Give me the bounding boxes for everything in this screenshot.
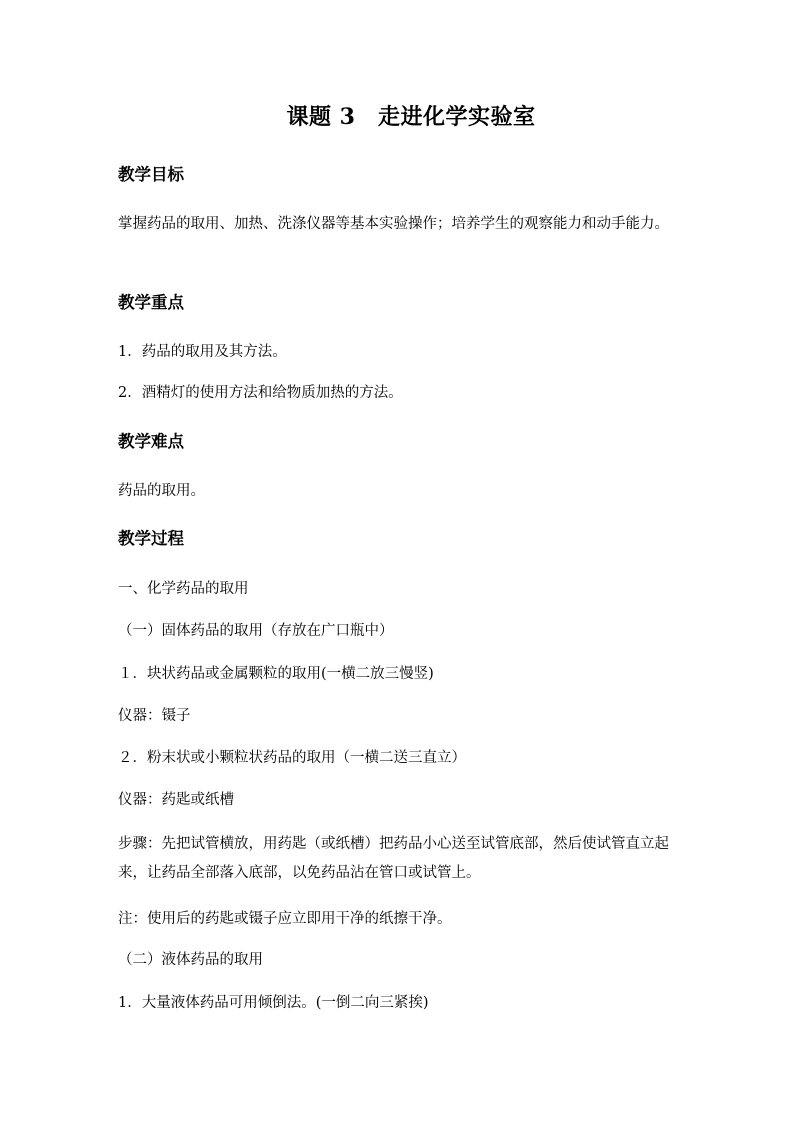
- process-item2-tool: 仪器：药匙或纸槽: [118, 792, 234, 808]
- process-item1-tool: 仪器：镊子: [118, 708, 191, 724]
- document-title: 课题 3 走进化学实验室: [286, 104, 536, 130]
- difficulty-heading: 教学难点: [118, 432, 184, 451]
- process-sub2: （二）液体药品的取用: [118, 952, 263, 968]
- keypoint-2: 2．酒精灯的使用方法和给物质加热的方法。: [118, 385, 403, 401]
- process-liquid-item1: 1．大量液体药品可用倾倒法。(一倒二向三紧挨): [118, 995, 429, 1011]
- process-part1: 一、化学药品的取用: [118, 581, 249, 597]
- process-item1: １．块状药品或金属颗粒的取用(一横二放三慢竖): [118, 666, 434, 682]
- keypoint-1: 1．药品的取用及其方法。: [118, 344, 287, 360]
- difficulty-text: 药品的取用。: [118, 483, 205, 499]
- process-note: 注：使用后的药匙或镊子应立即用干净的纸擦干净。: [118, 911, 452, 927]
- objective-text: 掌握药品的取用、加热、洗涤仪器等基本实验操作；培养学生的观察能力和动手能力。: [118, 216, 669, 232]
- process-item2: ２．粉末状或小颗粒状药品的取用（一横二送三直立）: [118, 750, 466, 766]
- keypoints-heading: 教学重点: [118, 293, 184, 312]
- process-sub1: （一）固体药品的取用（存放在广口瓶中）: [118, 623, 394, 639]
- objective-heading: 教学目标: [118, 165, 184, 184]
- process-heading: 教学过程: [118, 529, 184, 548]
- process-steps: 步骤：先把试管横放，用药匙（或纸槽）把药品小心送至试管底部，然后使试管直立起来，让药品全部落入底部，以免药品沾在管口或试管上。: [118, 836, 669, 881]
